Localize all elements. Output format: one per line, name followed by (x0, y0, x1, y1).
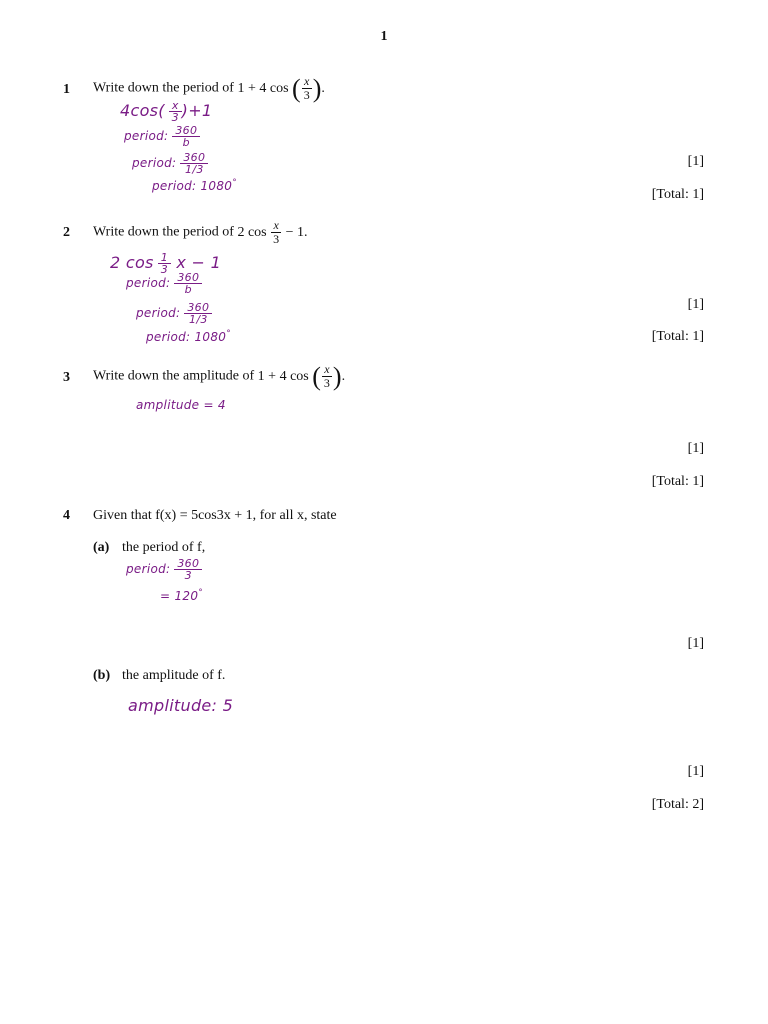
hw-text: period: (136, 306, 181, 320)
marks-label: [1] (687, 154, 704, 169)
hw-denominator: 3 (184, 569, 192, 582)
hw-text: period: (132, 156, 177, 170)
total-marks: [Total: 1] (651, 329, 704, 344)
handwritten-line (132, 152, 208, 175)
fraction (302, 75, 312, 102)
hw-denominator: 1/3 (189, 313, 208, 326)
marks-label: [1] (687, 297, 704, 312)
hw-text: period: (126, 562, 171, 576)
handwritten-line (126, 558, 202, 581)
hw-text: x − 1 (176, 253, 222, 272)
hw-numerator: 360 (174, 558, 202, 570)
math-expression (237, 218, 308, 246)
hw-denominator: b (184, 283, 192, 296)
part-text: the amplitude of f. (122, 668, 226, 683)
total-marks: [Total: 1] (651, 187, 704, 202)
total-marks: [Total: 2] (651, 797, 704, 812)
hw-numerator: 360 (180, 152, 208, 164)
handwritten-line (152, 178, 237, 193)
hw-numerator: x (169, 100, 182, 112)
hw-text: 2 cos (110, 253, 154, 272)
hw-text: period: 1080 (152, 179, 233, 193)
hw-text: amplitude = 4 (136, 398, 226, 412)
question-text (93, 219, 308, 246)
hw-numerator: 360 (174, 272, 202, 284)
part-label: (b) (93, 668, 111, 683)
hw-text: = 120 (160, 589, 199, 603)
expr-post: . (341, 368, 346, 384)
fraction-denominator: 3 (323, 376, 330, 390)
expr-post: − 1. (285, 224, 308, 240)
fraction-denominator: 3 (303, 88, 310, 102)
question-prompt: Write down the amplitude of (93, 368, 255, 384)
fraction-numerator: x (304, 74, 310, 88)
hw-numerator: 360 (172, 125, 200, 137)
hw-denominator: b (182, 136, 190, 149)
question-text (93, 75, 325, 102)
fraction-denominator: 3 (273, 232, 280, 246)
math-expression (257, 361, 346, 391)
hw-numerator: 1 (158, 252, 171, 264)
hw-text: period: (126, 276, 171, 290)
handwritten-line (120, 100, 212, 123)
paren-open: ( (292, 73, 301, 103)
hw-degree: ° (226, 329, 232, 339)
hw-fraction (184, 302, 212, 325)
expr-pre: 2 cos (237, 224, 267, 240)
question-number: 2 (63, 225, 70, 240)
hw-text: )+1 (181, 101, 213, 120)
fraction (271, 219, 281, 246)
question-prompt: Write down the period of (93, 80, 234, 96)
question-number: 3 (63, 370, 70, 385)
hw-fraction (174, 272, 202, 295)
handwritten-line (146, 329, 231, 344)
handwritten-line (124, 125, 200, 148)
total-marks: [Total: 1] (651, 474, 704, 489)
question-number: 4 (63, 508, 70, 523)
handwritten-line (136, 398, 226, 412)
hw-denominator: 3 (160, 263, 168, 276)
fraction-numerator: x (273, 218, 279, 232)
hw-fraction (180, 152, 208, 175)
question-number: 1 (63, 82, 70, 97)
hw-fraction (169, 100, 182, 123)
part-label: (a) (93, 540, 110, 555)
hw-text: period: (124, 129, 169, 143)
marks-label: [1] (687, 764, 704, 779)
hw-numerator: 360 (184, 302, 212, 314)
paren-close: ) (312, 73, 322, 103)
hw-text: amplitude: 5 (128, 696, 234, 715)
hw-text: period: 1080 (146, 330, 227, 344)
handwritten-line (128, 696, 233, 715)
hw-fraction (172, 125, 200, 148)
hw-degree: ° (232, 178, 238, 188)
math-expression (237, 73, 325, 103)
question-text: Given that f(x) = 5cos3x + 1, for all x, state (93, 508, 337, 523)
expr-pre: 1 + 4 cos (257, 368, 309, 384)
expr-post: . (321, 80, 325, 96)
paren-open: ( (312, 361, 321, 391)
hw-fraction (174, 558, 202, 581)
hw-text: 4cos( (120, 101, 165, 120)
marks-label: [1] (687, 636, 704, 651)
hw-degree: ° (198, 588, 204, 598)
fraction (322, 363, 332, 390)
part-text: the period of f, (122, 540, 206, 555)
handwritten-line (136, 302, 212, 325)
hw-denominator: 1/3 (185, 163, 204, 176)
fraction-numerator: x (324, 362, 330, 376)
marks-label: [1] (687, 441, 704, 456)
question-prompt: Write down the period of (93, 224, 234, 240)
question-text (93, 363, 345, 390)
page-number: 1 (380, 29, 388, 44)
handwritten-line (126, 272, 202, 295)
paren-close: ) (332, 361, 342, 391)
expr-pre: 1 + 4 cos (237, 80, 289, 96)
hw-denominator: 3 (171, 111, 179, 124)
handwritten-line (160, 588, 203, 603)
